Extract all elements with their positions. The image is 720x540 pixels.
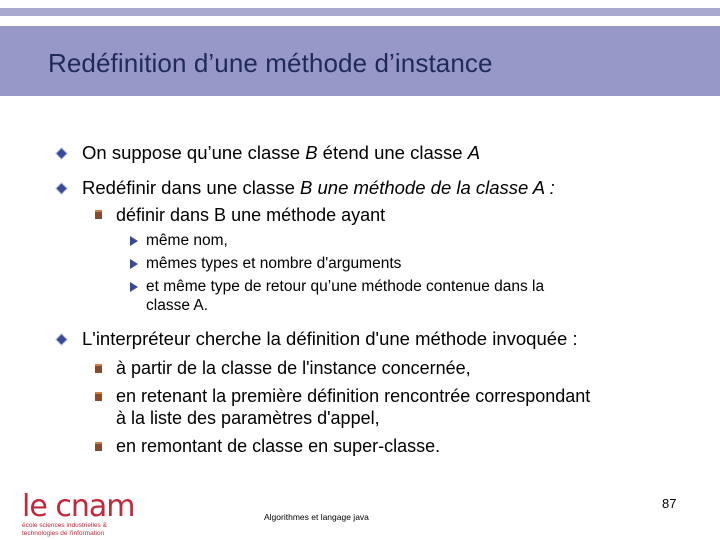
bullet-2-italic: B une méthode de la classe A: [300, 177, 545, 198]
arrow-bullet-icon: [130, 259, 138, 269]
bullet-3-sub-3: en remontant de classe en super-classe.: [116, 436, 441, 456]
slide-title: Redéfinition d’une méthode d’instance: [48, 48, 493, 78]
diamond-bullet-icon: [57, 335, 67, 345]
square-bullet-icon: [95, 364, 102, 373]
arrow-bullet-icon: [130, 236, 138, 246]
bullet-2-item-3: et même type de retour qu’une méthode contenue dans la: [146, 278, 545, 295]
bullet-2-text: Redéfinir dans une classe: [82, 177, 301, 198]
page-number: 87: [662, 496, 677, 511]
diamond-bullet-icon: [57, 149, 67, 159]
square-bullet-icon: [95, 392, 102, 401]
bullet-2-sub: définir dans B une méthode ayant: [116, 205, 386, 225]
bullet-1-text-mid: étend une classe: [317, 142, 468, 163]
footer-text: Algorithmes et langage java: [264, 512, 369, 522]
bullet-3: L'interpréteur cherche la définition d'une méthode invoquée :: [82, 328, 578, 349]
bullet-3-sub-2-cont: à la liste des paramètres d'appel,: [116, 408, 380, 428]
bullet-2-item-3-cont: classe A.: [146, 297, 209, 314]
bullet-1-class-a: A: [467, 142, 481, 163]
bullet-1: [82, 142, 480, 164]
square-bullet-icon: [95, 210, 102, 219]
bullet-1-class-b: B: [305, 142, 318, 163]
logo-subtitle-1: école sciences industrielles &: [22, 522, 107, 529]
bullet-2: [82, 177, 555, 199]
square-bullet-icon: [95, 442, 102, 451]
bullet-2-colon: :: [544, 177, 555, 198]
bullet-1-text: On suppose qu’une classe: [82, 142, 306, 163]
logo-subtitle-2: technologies de l'information: [22, 530, 105, 537]
arrow-bullet-icon: [130, 282, 138, 292]
bullet-2-item-1: même nom,: [146, 232, 228, 249]
bullet-3-sub-1: à partir de la classe de l'instance concernée,: [116, 358, 471, 378]
bullet-3-sub-2: en retenant la première définition rencontrée correspondant: [116, 386, 591, 406]
logo-word: le cnam: [22, 489, 135, 524]
bullet-2-item-2: mêmes types et nombre d'arguments: [146, 255, 402, 272]
cnam-logo: [22, 489, 142, 537]
diamond-bullet-icon: [57, 184, 67, 194]
